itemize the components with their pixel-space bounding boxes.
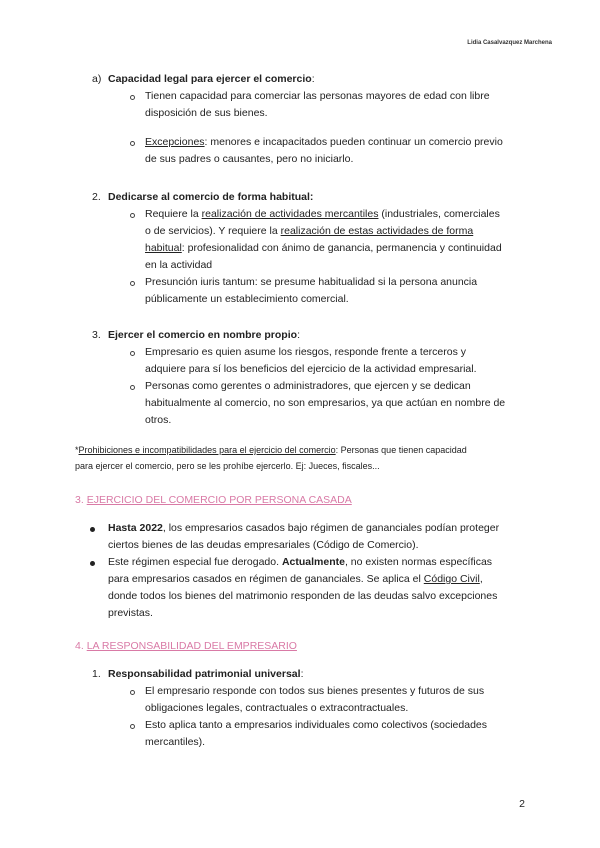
page-number: 2 xyxy=(519,798,525,810)
item-2-b1-l2 xyxy=(145,224,473,239)
section-4-number: 4. xyxy=(75,640,84,652)
note-l2: para ejercer el comercio, pero se les prohíbe ejercerlo. Ej: Jueces, fiscales... xyxy=(75,461,380,471)
note-underlined: Prohibiciones e incompatibilidades para el ejercicio del comercio xyxy=(78,445,336,455)
section-3-heading xyxy=(75,493,352,508)
item-2-marker: 2. xyxy=(92,191,101,203)
item-2-b1-post: (industriales, comerciales xyxy=(378,208,500,220)
item-2-b1-l2-u: realización de estas actividades de forma xyxy=(280,225,474,237)
section-3-b2-l2-post: , xyxy=(479,573,483,585)
section-4-item-title: Responsabilidad patrimonial universal xyxy=(108,668,301,680)
note-star: * xyxy=(75,445,79,455)
note-l1-post: : Personas que tienen capacidad xyxy=(335,445,467,455)
section-4-item-heading: Responsabilidad patrimonial universal: xyxy=(108,668,304,680)
section-4-heading xyxy=(75,639,297,654)
item-3-b1-l1: Empresario es quien asume los riesgos, responde frente a terceros y xyxy=(145,346,466,358)
item-a-b2-text: : menores e incapacitados pueden continuar un comercio previo xyxy=(204,136,503,148)
section-4-title: LA RESPONSABILIDAD DEL EMPRESARIO xyxy=(86,640,297,652)
item-2-b2-l1: Presunción iuris tantum: se presume habitualidad si la persona anuncia xyxy=(145,276,478,288)
bullet-circle-icon xyxy=(130,213,135,218)
section-3-b1-l2: ciertos bienes de las deudas empresariales (Código de Comercio). xyxy=(108,539,419,551)
item-a-b2-l1 xyxy=(145,135,503,150)
item-2-b1-l1 xyxy=(145,207,500,222)
section-3-title: EJERCICIO DEL COMERCIO POR PERSONA CASADA xyxy=(86,494,352,506)
section-3-b2-l2 xyxy=(108,572,483,587)
header-author: Lidia Casalvazquez Marchena xyxy=(467,40,552,46)
item-a-heading: Capacidad legal para ejercer el comercio: xyxy=(108,73,315,85)
bullet-circle-icon xyxy=(130,351,135,356)
item-a-title: Capacidad legal para ejercer el comercio xyxy=(108,73,312,85)
item-2-b1-l3 xyxy=(145,241,502,256)
item-a-b1-l1: Tienen capacidad para comerciar las personas mayores de edad con libre xyxy=(145,90,490,102)
bullet-circle-icon xyxy=(130,281,135,286)
section-3-b2-l2-pre: para empresarios casados en régimen de gananciales. Se aplica el xyxy=(108,573,424,585)
item-2-b2-l2: públicamente un establecimiento comercial. xyxy=(145,293,349,305)
item-3-b1-l2: adquiere para sí los beneficios del ejercicio de la actividad empresarial. xyxy=(145,363,477,375)
item-2-b1-l2-pre: o de servicios). Y requiere la xyxy=(145,225,281,237)
item-a-b2-l2: de sus padres o causantes, pero no iniciarlo. xyxy=(145,153,354,165)
section-4-b1-l1: El empresario responde con todos sus bienes presentes y futuros de sus xyxy=(145,685,485,697)
section-3-b2-l3: donde todos los bienes del matrimonio responden de las deudas salvo excepciones xyxy=(108,590,498,602)
item-3-b2-l2: habitualmente al comercio, no son empresarios, ya que actúan en nombre de xyxy=(145,397,506,409)
item-2-b1-pre: Requiere la xyxy=(145,208,202,220)
item-2-b1-l4: en la actividad xyxy=(145,259,213,271)
section-3-b1-l1 xyxy=(108,521,499,536)
item-2-b1-l3-u: habitual xyxy=(145,242,182,254)
section-3-b2-post: , no existen normas específicas xyxy=(344,556,493,568)
section-3-b2-pre: Este régimen especial fue derogado. xyxy=(108,556,282,568)
section-4-b2-l2: mercantiles). xyxy=(145,736,206,748)
section-4-item-marker: 1. xyxy=(92,668,101,680)
item-2-title-text: Dedicarse al comercio de forma habitual: xyxy=(108,191,314,203)
item-a-marker: a) xyxy=(92,73,102,85)
section-3-b1-l1-text: , los empresarios casados bajo régimen de gananciales podían proteger xyxy=(162,522,500,534)
bullet-circle-icon xyxy=(130,95,135,100)
section-4-b2-l1: Esto aplica tanto a empresarios individuales como colectivos (sociedades xyxy=(145,719,488,731)
section-3-b2-l4: previstas. xyxy=(108,607,153,619)
item-3-b2-l3: otros. xyxy=(145,414,172,426)
section-3-b2-bold: Actualmente xyxy=(281,556,345,568)
item-3-marker: 3. xyxy=(92,329,101,341)
item-2-b1-u1: realización de actividades mercantiles xyxy=(201,208,379,220)
bullet-dot-icon xyxy=(90,561,95,566)
bullet-circle-icon xyxy=(130,141,135,146)
bullet-circle-icon xyxy=(130,690,135,695)
item-3-b2-l1: Personas como gerentes o administradores, que ejercen y se dedican xyxy=(145,380,471,392)
item-3-heading: Ejercer el comercio en nombre propio: xyxy=(108,329,300,341)
section-3-b1-bold: Hasta 2022 xyxy=(108,522,163,534)
note-l1 xyxy=(75,444,467,457)
item-3-title: Ejercer el comercio en nombre propio xyxy=(108,329,298,341)
item-2-b1-l3-post: : profesionalidad con ánimo de ganancia, permanencia y continuidad xyxy=(181,242,502,254)
bullet-circle-icon xyxy=(130,385,135,390)
section-3-b2-l1 xyxy=(108,555,492,570)
section-3-number: 3. xyxy=(75,494,84,506)
bullet-dot-icon xyxy=(90,527,95,532)
item-a-exceptions: Excepciones xyxy=(145,136,205,148)
section-4-b1-l2: obligaciones legales, contractuales o extracontractuales. xyxy=(145,702,409,714)
item-a-b1-l2: disposición de sus bienes. xyxy=(145,107,268,119)
bullet-circle-icon xyxy=(130,724,135,729)
item-2-title xyxy=(108,190,313,205)
section-3-codigo-civil: Código Civil xyxy=(423,573,480,585)
